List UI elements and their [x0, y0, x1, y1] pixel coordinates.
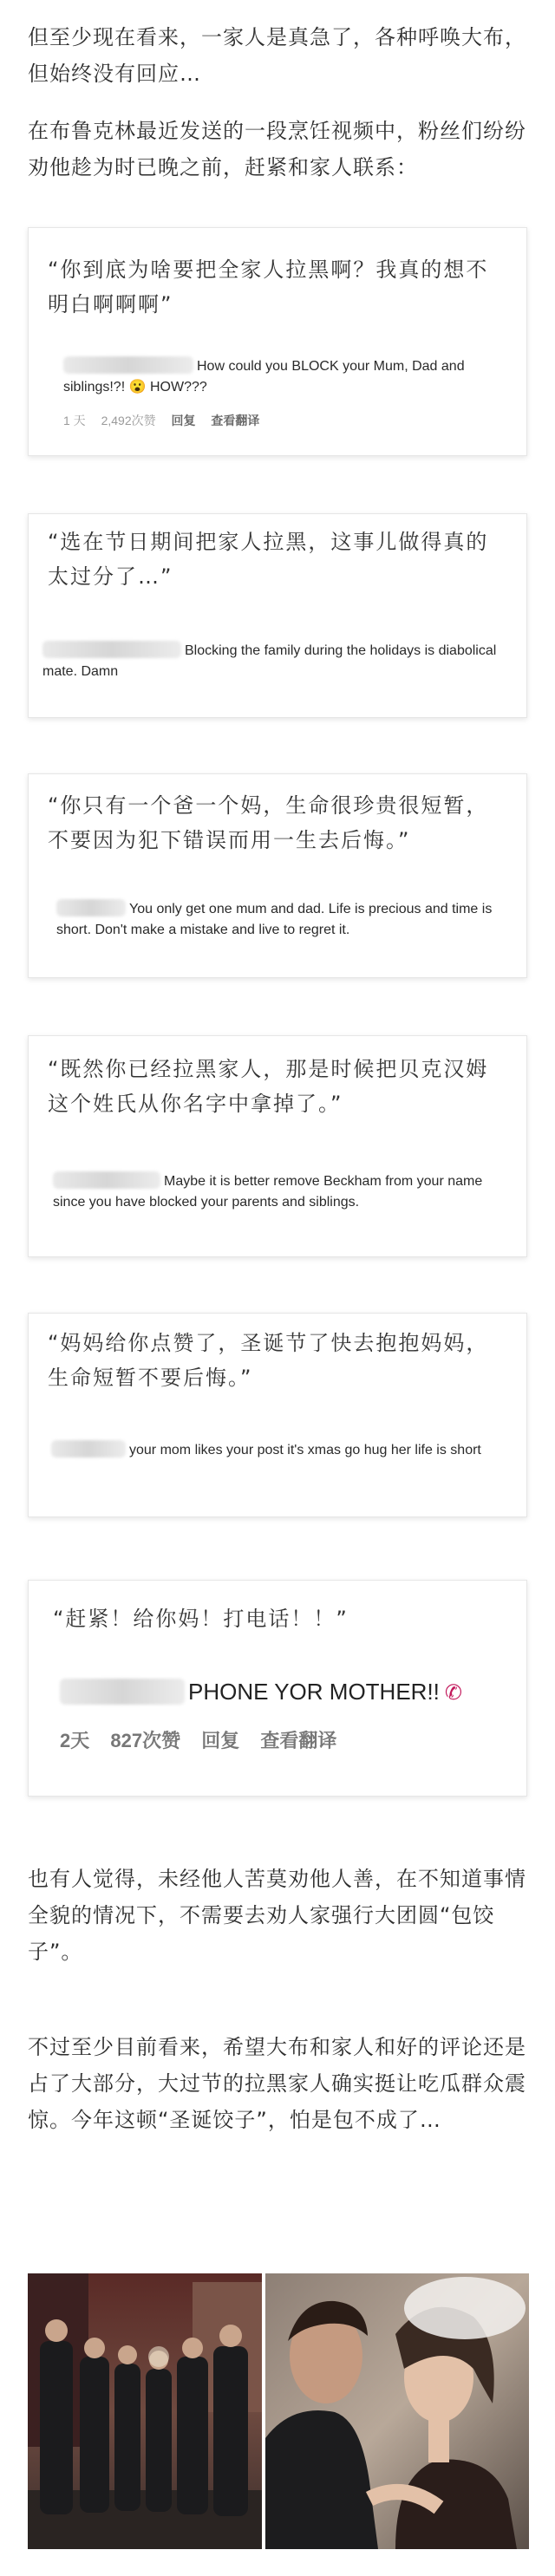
comment-text: your mom likes your post it's xmas go hug her life is short [51, 1440, 502, 1461]
outro-paragraph-1: 也有人觉得，未经他人苦莫劝他人善，在不知道事情全貌的情况下，不需要去劝人家强行大团圆“包饺子”。 [28, 1867, 526, 1964]
comment-text: You only get one mum and dad. Life is precious and time is short. Don't make a mistake and live to regret it. [56, 899, 507, 941]
blurred-username [53, 1171, 160, 1189]
comment-card-6 [28, 1580, 527, 1797]
comment-age: 2天 [60, 1730, 90, 1751]
comment-text: Blocking the family during the holidays is diabolical mate. Damn [42, 641, 511, 682]
comment-card-4 [28, 1035, 527, 1257]
blurred-username [60, 1679, 185, 1705]
comment-text: How could you BLOCK your Mum, Dad and siblings!?! 😮 HOW??? [63, 356, 514, 398]
card-quote: “你到底为啥要把全家人拉黑啊？我真的想不明白啊啊啊” [48, 258, 489, 316]
intro-paragraph-2: 在布鲁克林最近发送的一段烹饪视频中，粉丝们纷纷劝他趁为时已晚之前，赶紧和家人联系： [28, 119, 526, 179]
phone-icon: ✆ [444, 1681, 462, 1705]
comment-meta [63, 412, 271, 429]
blurred-username [56, 899, 126, 916]
like-count[interactable]: 2,492次赞 [101, 414, 156, 427]
comment-card-2 [28, 513, 527, 718]
outro-paragraph-2: 不过至少目前看来，希望大布和家人和好的评论还是占了大部分，大过节的拉黑家人确实挺让吃瓜群众震惊。今年这顿“圣诞饺子”，怕是包不成了… [28, 2035, 526, 2132]
comment-card-3 [28, 773, 527, 978]
couple-photo [265, 2273, 529, 2549]
comment-text: PHONE YOR MOTHER!! ✆ [60, 1678, 511, 1707]
comment-card-5 [28, 1313, 527, 1517]
blurred-username [51, 1440, 126, 1458]
comment-text: Maybe it is better remove Beckham from your name since you have blocked your parents and siblings. [53, 1171, 504, 1213]
comment-card-1 [28, 227, 527, 456]
family-group-photo [28, 2273, 262, 2549]
card-quote: “既然你已经拉黑家人，那是时候把贝克汉姆这个姓氏从你名字中拿掉了。” [48, 1057, 489, 1116]
card-quote: “赶紧！给你妈！打电话！！” [53, 1607, 349, 1631]
reply-link[interactable]: 回复 [171, 414, 196, 427]
reply-link[interactable]: 回复 [201, 1730, 240, 1751]
blurred-username [63, 356, 193, 374]
card-quote: “选在节日期间把家人拉黑，这事儿做得真的太过分了…” [48, 530, 489, 589]
translate-link[interactable]: 查看翻译 [260, 1730, 337, 1751]
card-quote: “妈妈给你点赞了，圣诞节了快去抱抱妈妈，生命短暂不要后悔。” [48, 1331, 489, 1390]
intro-paragraph-1: 但至少现在看来，一家人是真急了，各种呼唤大布，但始终没有回应… [28, 25, 526, 86]
blurred-username [42, 641, 181, 658]
photo-collage [28, 2273, 529, 2549]
card-quote: “你只有一个爸一个妈，生命很珍贵很短暂，不要因为犯下错误而用一生去后悔。” [48, 793, 489, 852]
comment-age: 1 天 [63, 414, 86, 427]
like-count[interactable]: 827次赞 [110, 1730, 181, 1751]
comment-meta [60, 1726, 352, 1753]
translate-link[interactable]: 查看翻译 [211, 414, 260, 427]
